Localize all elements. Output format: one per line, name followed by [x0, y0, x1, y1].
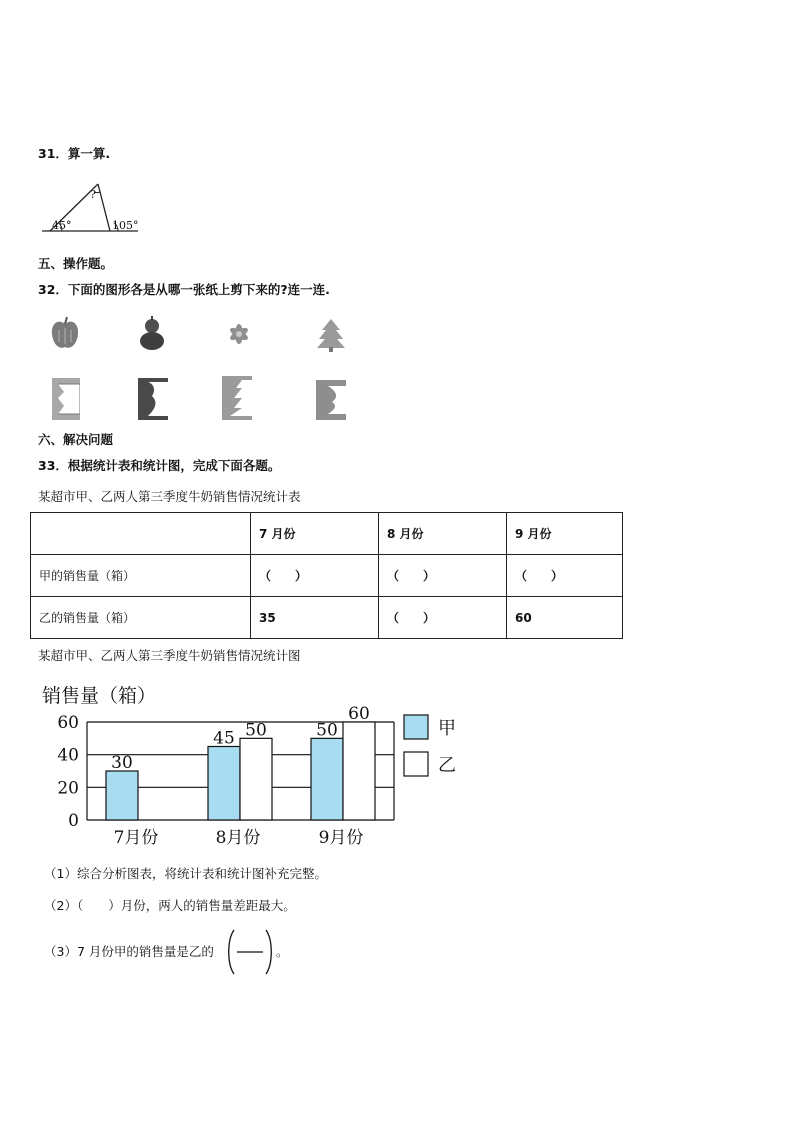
chart-caption: 某超市甲、乙两人第三季度牛奶销售情况统计图	[38, 648, 301, 663]
sub-question-1: （1）综合分析图表，将统计表和统计图补充完整。	[44, 866, 327, 881]
sales-bar-chart	[30, 676, 470, 856]
answer-blank[interactable]: （ ）	[379, 597, 507, 639]
angle-left-label: 45°	[52, 219, 72, 232]
table-cell: 35	[251, 597, 379, 639]
sub-question-3-suffix: 。	[276, 944, 289, 959]
table-caption: 某超市甲、乙两人第三季度牛奶销售情况统计表	[38, 489, 301, 504]
table-header-cell	[31, 513, 251, 555]
table-row	[31, 555, 623, 597]
table-header-cell: 9 月份	[507, 513, 623, 555]
x-tick-label: 7月份	[113, 828, 159, 848]
row-label: 乙的销售量（箱）	[31, 597, 251, 639]
table-header-cell: 7 月份	[251, 513, 379, 555]
answer-blank[interactable]: （ ）	[251, 555, 379, 597]
data-label: 60	[348, 704, 370, 724]
section-six-heading: 六、解决问题	[38, 432, 114, 447]
bar-乙	[343, 722, 375, 820]
flower-shape-icon[interactable]	[222, 316, 256, 352]
angle-right-label: 105°	[112, 219, 139, 232]
bar-甲	[208, 747, 240, 821]
sales-statistics-table	[30, 512, 623, 639]
gourd-shape-icon[interactable]	[135, 316, 169, 352]
fraction-blank[interactable]	[226, 928, 274, 976]
apple-shape-icon[interactable]	[50, 316, 80, 352]
y-tick-label: 20	[57, 778, 79, 799]
answer-blank[interactable]: （ ）	[507, 555, 623, 597]
answer-blank[interactable]: （ ）	[379, 555, 507, 597]
paper-gourd-cutout-icon[interactable]	[138, 378, 168, 420]
table-header-cell: 8 月份	[379, 513, 507, 555]
y-tick-label: 60	[57, 713, 79, 733]
sub-question-3: （3）7 月份甲的销售量是乙的	[44, 944, 214, 959]
bar-乙	[240, 738, 272, 820]
legend-swatch	[404, 715, 428, 739]
tree-shape-icon[interactable]	[314, 318, 348, 352]
section-five-heading: 五、操作题。	[38, 256, 114, 271]
data-label: 45	[213, 728, 235, 749]
y-tick-label: 40	[57, 745, 79, 766]
table-header-row	[31, 513, 623, 555]
data-label: 30	[111, 753, 133, 773]
sub-question-2: （2）（ ）月份，两人的销售量差距最大。	[44, 898, 296, 913]
bar-甲	[311, 738, 343, 820]
q33-title: 33．根据统计表和统计图，完成下面各题。	[38, 458, 281, 473]
paper-flower-cutout-icon[interactable]	[316, 380, 346, 420]
legend-label: 乙	[438, 755, 456, 776]
legend-swatch	[404, 752, 428, 776]
x-tick-label: 8月份	[215, 828, 261, 848]
data-label: 50	[316, 720, 338, 741]
row-label: 甲的销售量（箱）	[31, 555, 251, 597]
q32-title: 32．下面的图形各是从哪一张纸上剪下来的?连一连.	[38, 282, 330, 297]
chart-ylabel: 销售量（箱）	[42, 685, 157, 707]
paper-apple-cutout-icon[interactable]	[52, 378, 80, 420]
legend-label: 甲	[438, 718, 456, 739]
y-tick-label: 0	[68, 811, 79, 831]
x-tick-label: 9月份	[318, 828, 364, 848]
q31-title: 31．算一算.	[38, 146, 111, 161]
bar-甲	[106, 771, 138, 820]
table-row	[31, 597, 623, 639]
paper-tree-cutout-icon[interactable]	[222, 376, 252, 420]
table-cell: 60	[507, 597, 623, 639]
angle-unknown-label: ?	[90, 188, 96, 201]
data-label: 50	[245, 720, 267, 741]
